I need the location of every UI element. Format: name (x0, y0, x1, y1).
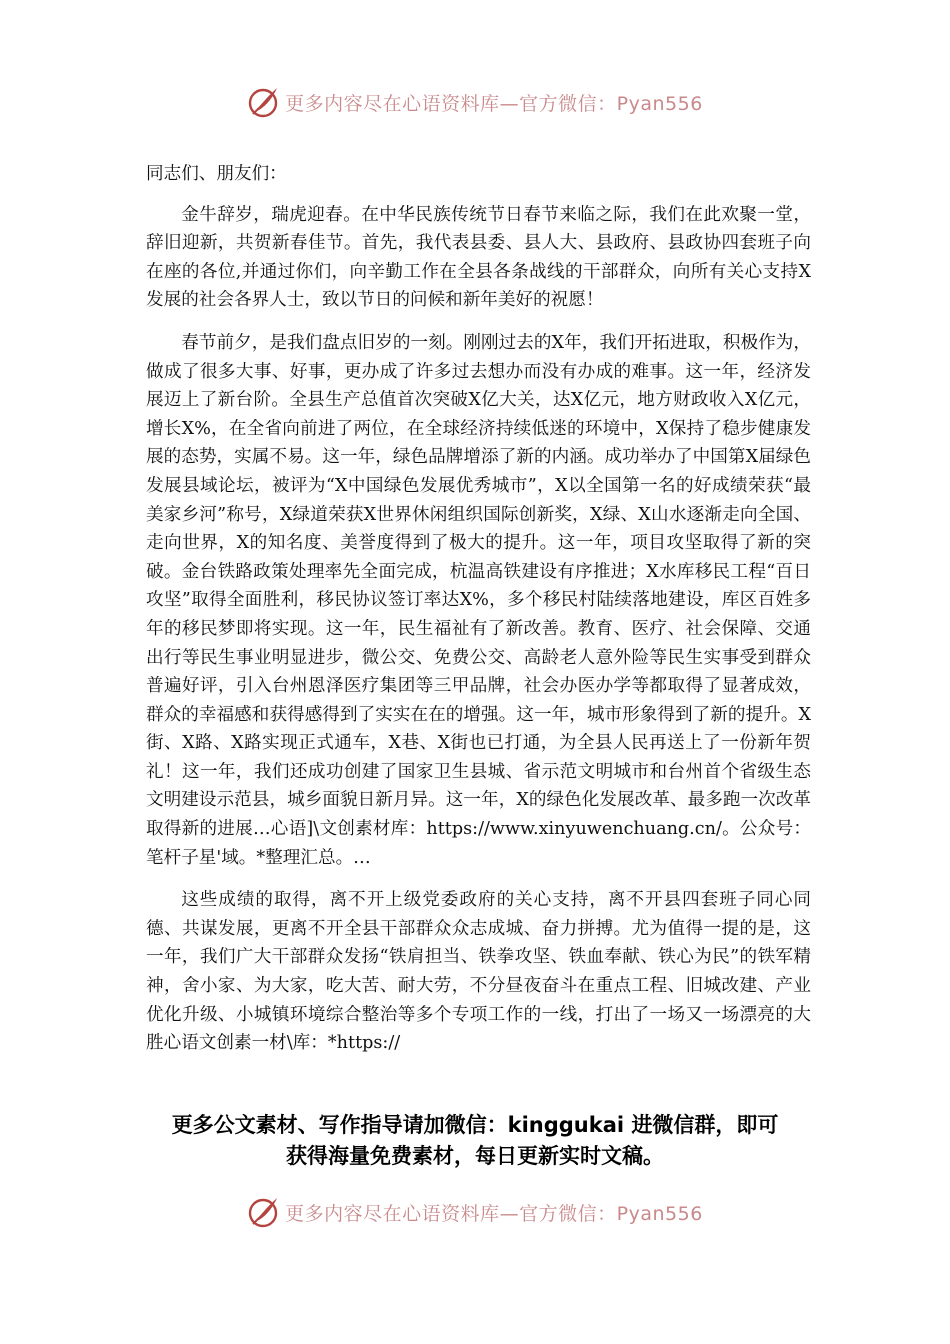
paragraph-2: 春节前夕，是我们盘点旧岁的一刻。刚刚过去的X年，我们开拓进取，积极作为，做成了很多大事、好事，更办成了许多过去想办而没有办成的难事。这一年，经济发展迈上了新台阶。全县生产总值首次突破X亿大关，达X亿元，地方财政收入X亿元，增长X%，在全省向前进了两位，在全球经济持续低迷的环境中，X保持了稳步健康发展的态势，实属不易。这一年，绿色品牌增添了新的内涵。成功举办了中国第X届绿色发展县域论坛，被评为“X中国绿色发展优秀城市”，X以全国第一名的好成绩荣获“最美家乡河”称号，X绿道荣获X世界休闲组织国际创新奖，X绿、X山水逐渐走向全国、走向世界，X的知名度、美誉度得到了极大的提升。这一年，项目攻坚取得了新的突破。金台铁路政策处理率先全面完成，杭温高铁建设有序推进；X水库移民工程“百日攻坚”取得全面胜利，移民协议签订率达X%，多个移民村陆续落地建设，库区百姓多年的移民梦即将实现。这一年，民生福祉有了新改善。教育、医疗、社会保障、交通出行等民生事业明显进步，微公交、免费公交、高龄老人意外险等民生实事受到群众普遍好评，引入台州恩泽医疗集团等三甲品牌，社会办医办学等都取得了显著成效，群众的幸福感和获得感得到了实实在在的增强。这一年，城市形象得到了新的提升。X街、X路、X路实现正式通车，X巷、X街也已打通，为全县人民再送上了一份新年贺礼！这一年，我们还成功创建了国家卫生县城、省示范文明城市和台州首个省级生态文明建设示范县，城乡面貌日新月异。这一年，X的绿色化发展改革、最多跑一次改革取得新的进展…心语]\文创素材库：https://www.xinyuwenchuang.cn/。公众号：笔杆子星'域。*整理汇总。… (146, 332, 811, 868)
paragraph-1: 金牛辞岁，瑞虎迎春。在中华民族传统节日春节来临之际，我们在此欢聚一堂，辞旧迎新，共贺新春佳节。首先，我代表县委、县人大、县政府、县政协四套班子向在座的各位,并通过你们，向辛勤工作在全县各条战线的干部群众，向所有关心支持X发展的社会各界人士，致以节日的问候和新年美好的祝愿！ (146, 204, 811, 311)
promo-text (0, 1110, 950, 1172)
promo-line-2: 获得海量免费素材，每日更新实时文稿。 (286, 1144, 664, 1168)
footer-banner (0, 1190, 950, 1234)
greeting: 同志们、朋友们： (146, 164, 287, 184)
header-banner-inner (247, 85, 703, 119)
promo-line-1: 更多公文素材、写作指导请加微信：kinggukai 进微信群，即可 (171, 1113, 779, 1137)
header-banner-text (285, 89, 703, 116)
header-banner-label: 更多内容尽在心语资料库—官方微信： (285, 92, 617, 115)
header-banner-wechat: Pyan556 (616, 92, 703, 115)
document-body (146, 160, 811, 1072)
header-banner (0, 80, 950, 124)
paragraph-3: 这些成绩的取得，离不开上级党委政府的关心支持，离不开县四套班子同心同德、共谋发展，更离不开全县干部群众众志成城、奋力拼搏。尤为值得一提的是，这一年，我们广大干部群众发扬“铁肩担当、铁拳攻坚、铁血奉献、铁心为民”的铁军精神，舍小家、为大家，吃大苦、耐大劳，不分昼夜奋斗在重点工程、旧城改建、产业优化升级、小城镇环境综合整治等多个专项工作的一线，打出了一场又一场漂亮的大胜心语文创素一材\库：*https:// (146, 890, 811, 1054)
footer-banner-text (285, 1199, 703, 1226)
footer-banner-label: 更多内容尽在心语资料库—官方微信： (285, 1202, 617, 1225)
footer-banner-inner (247, 1195, 703, 1229)
footer-banner-wechat: Pyan556 (616, 1202, 703, 1225)
quill-pen-logo-icon (247, 85, 281, 119)
quill-pen-logo-icon (247, 1195, 281, 1229)
